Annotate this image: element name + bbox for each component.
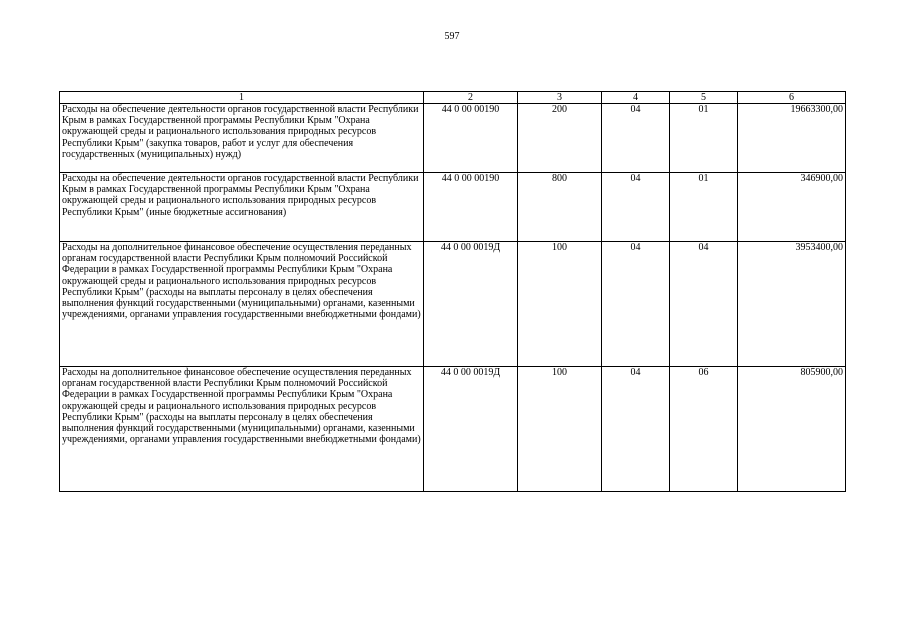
table-row	[60, 173, 846, 242]
header-col-3: 3	[518, 92, 602, 104]
page-number: 597	[444, 31, 460, 42]
row-subsection: 04	[670, 242, 738, 367]
budget-table	[59, 91, 846, 492]
row-expense-type: 100	[518, 367, 602, 492]
row-section: 04	[602, 173, 670, 242]
row-expense-type: 200	[518, 104, 602, 173]
header-col-2: 2	[424, 92, 518, 104]
table-row	[60, 104, 846, 173]
row-description: Расходы на обеспечение деятельности органов государственной власти Республики Крым в рамках Государственной программы Республики Крым "Охрана окружающей среды и рационального использования природных ресурсов Республики Крым" (закупка товаров, работ и услуг для обеспечения государственных (муниципальных) нужд)	[60, 104, 424, 173]
header-col-5: 5	[670, 92, 738, 104]
row-subsection: 01	[670, 104, 738, 173]
row-amount: 346900,00	[738, 173, 846, 242]
header-col-4: 4	[602, 92, 670, 104]
row-amount: 805900,00	[738, 367, 846, 492]
row-amount: 19663300,00	[738, 104, 846, 173]
row-description: Расходы на дополнительное финансовое обеспечение осуществления переданных органам государственной власти Республики Крым полномочий Российской Федерации в рамках Государственной программы Республики Крым "Охрана окружающей среды и рационального использования природных ресурсов Республики Крым" (расходы на выплаты персоналу в целях обеспечения выполнения функций государственными (муниципальными) органами, казенными учреждениями, органами управления государственными внебюджетными фондами)	[60, 367, 424, 492]
row-target-article: 44 0 00 00190	[424, 104, 518, 173]
table-header-row	[60, 92, 846, 104]
table-row	[60, 242, 846, 367]
row-description: Расходы на дополнительное финансовое обеспечение осуществления переданных органам государственной власти Республики Крым полномочий Российской Федерации в рамках Государственной программы Республики Крым "Охрана окружающей среды и рационального использования природных ресурсов Республики Крым" (расходы на выплаты персоналу в целях обеспечения выполнения функций государственными (муниципальными) органами, казенными учреждениями, органами управления государственными внебюджетными фондами)	[60, 242, 424, 367]
row-description: Расходы на обеспечение деятельности органов государственной власти Республики Крым в рамках Государственной программы Республики Крым "Охрана окружающей среды и рационального использования природных ресурсов Республики Крым" (иные бюджетные ассигнования)	[60, 173, 424, 242]
row-expense-type: 100	[518, 242, 602, 367]
row-subsection: 06	[670, 367, 738, 492]
row-section: 04	[602, 242, 670, 367]
row-section: 04	[602, 104, 670, 173]
header-col-1: 1	[60, 92, 424, 104]
row-subsection: 01	[670, 173, 738, 242]
row-target-article: 44 0 00 0019Д	[424, 242, 518, 367]
row-target-article: 44 0 00 0019Д	[424, 367, 518, 492]
row-expense-type: 800	[518, 173, 602, 242]
table-row	[60, 367, 846, 492]
row-target-article: 44 0 00 00190	[424, 173, 518, 242]
row-amount: 3953400,00	[738, 242, 846, 367]
row-section: 04	[602, 367, 670, 492]
header-col-6: 6	[738, 92, 846, 104]
